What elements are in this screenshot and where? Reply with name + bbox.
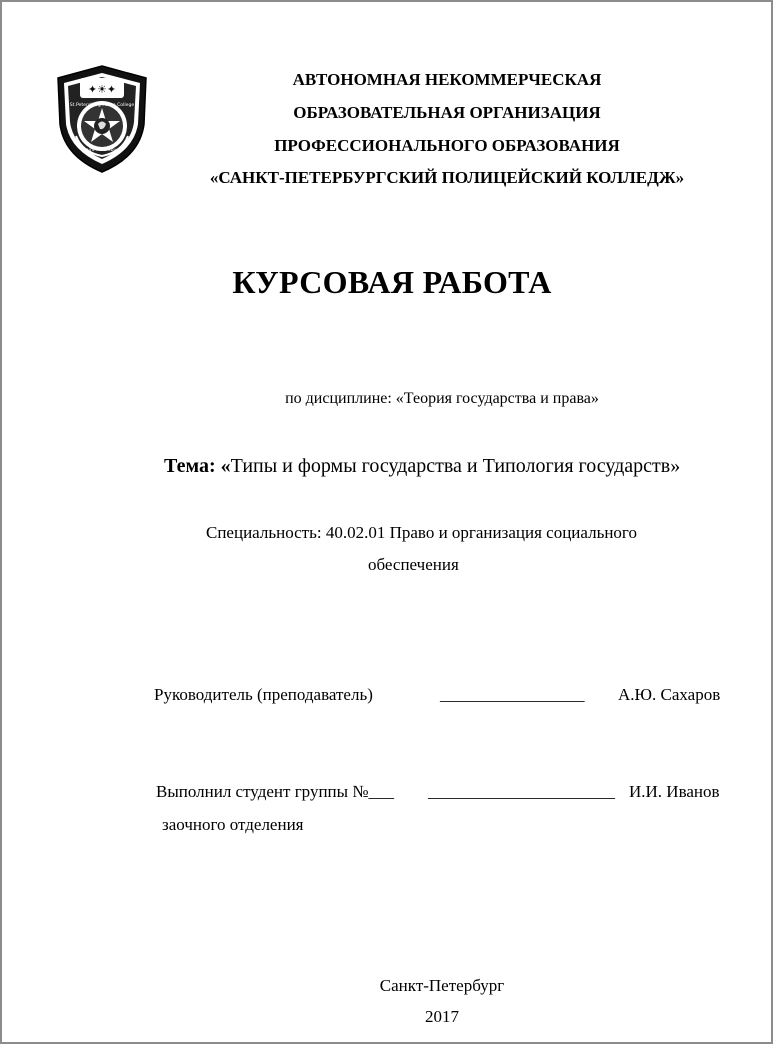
theme-text: Типы и формы государства и Типология государств» (230, 455, 681, 477)
emblem-text-top: St.Petersburg Police College (69, 103, 135, 108)
document-title: КУРСОВАЯ РАБОТА (232, 264, 552, 300)
student-label: Выполнил студент группы №___ (156, 782, 395, 801)
org-line-1: АВТОНОМНАЯ НЕКОММЕРЧЕСКАЯ (292, 70, 602, 89)
supervisor-signature-blank: _________________ (440, 685, 585, 704)
emblem-text-bottom: Saint-Petersburg (82, 148, 122, 153)
supervisor-name: А.Ю. Сахаров (618, 685, 721, 704)
supervisor-label: Руководитель (преподаватель) (154, 685, 373, 704)
police-college-emblem-icon (54, 64, 150, 174)
emblem-monogram: ✦☀✦ (87, 83, 117, 96)
specialty-line-1: Специальность: 40.02.01 Право и организация социального (206, 523, 637, 542)
student-department: заочного отделения (162, 815, 304, 834)
student-name: И.И. Иванов (629, 782, 720, 801)
footer-city: Санкт-Петербург (379, 976, 505, 995)
discipline-line: по дисциплине: «Теория государства и права» (285, 390, 599, 407)
theme-label: Тема: « (164, 455, 231, 477)
org-line-4: «САНКТ-ПЕТЕРБУРГСКИЙ ПОЛИЦЕЙСКИЙ КОЛЛЕДЖ» (209, 168, 685, 187)
theme-line (164, 455, 680, 478)
student-signature-blank: ______________________ (428, 782, 615, 801)
org-line-2: ОБРАЗОВАТЕЛЬНАЯ ОРГАНИЗАЦИЯ (293, 103, 601, 122)
footer-year: 2017 (425, 1007, 459, 1026)
org-line-3: ПРОФЕССИОНАЛЬНОГО ОБРАЗОВАНИЯ (274, 136, 620, 155)
specialty-line-2: обеспечения (368, 555, 459, 574)
